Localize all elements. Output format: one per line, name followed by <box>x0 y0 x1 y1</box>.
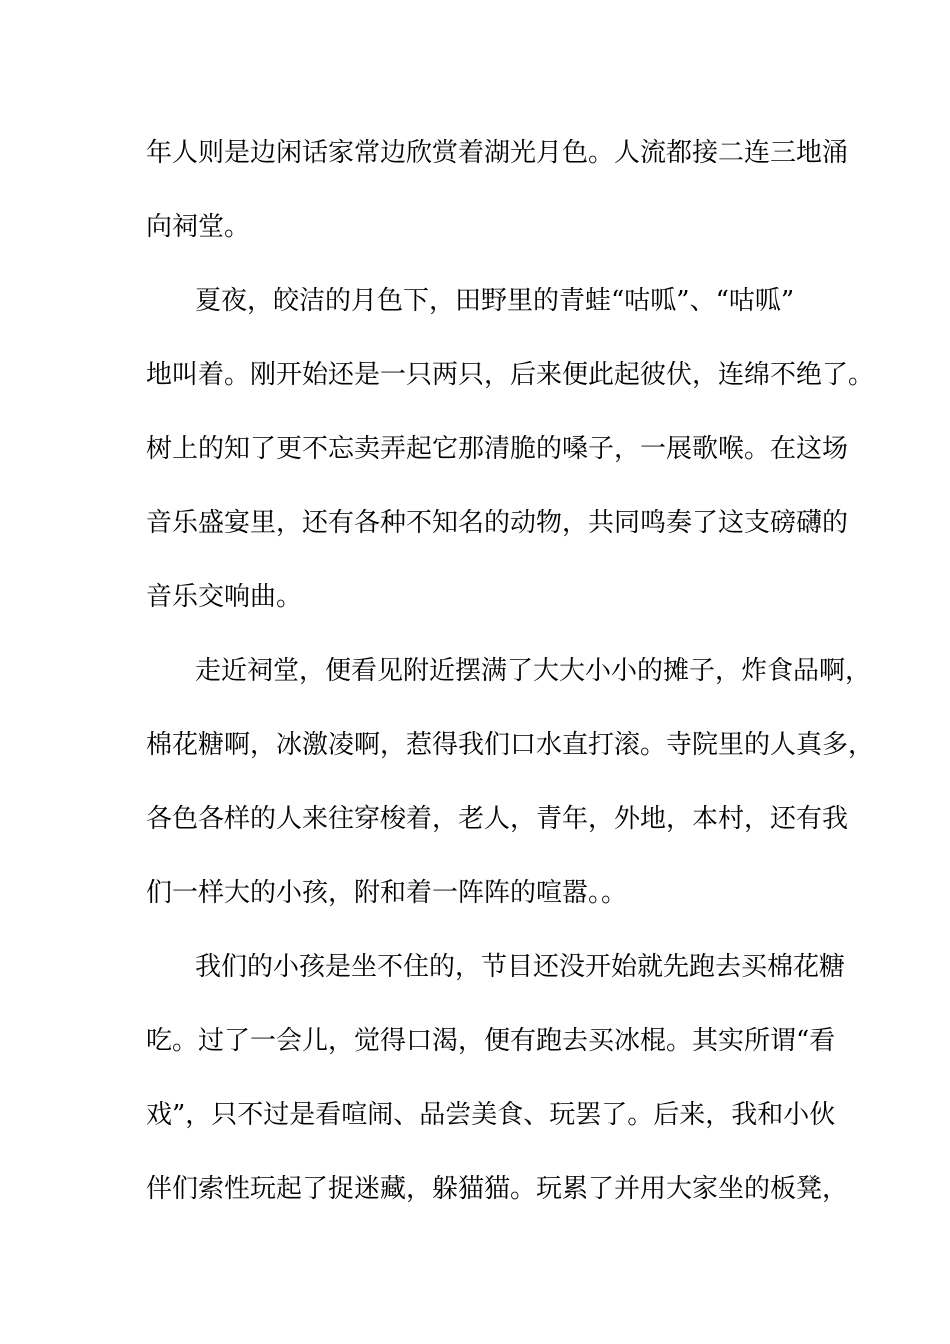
text-line: 音乐交响曲。 <box>146 582 303 612</box>
text-line: 年人则是边闲话家常边欣赏着湖光月色。人流都接二连三地涌 <box>146 138 849 168</box>
text-line: 棉花糖啊，冰激凌啊，惹得我们口水直打滚。寺院里的人真多， <box>146 730 875 760</box>
text-line: 戏”，只不过是看喧闹、品尝美食、玩罢了。后来，我和小伙 <box>146 1100 836 1130</box>
paragraph-first-line: 走近祠堂，便看见附近摆满了大大小小的摊子，炸食品啊， <box>195 656 872 686</box>
text-line: 树上的知了更不忘卖弄起它那清脆的嗓子，一展歌喉。在这场 <box>146 434 849 464</box>
text-line: 们一样大的小孩，附和着一阵阵的喧嚣。。 <box>146 878 628 908</box>
text-line: 向祠堂。 <box>146 212 251 242</box>
text-line: 各色各样的人来往穿梭着，老人，青年，外地，本村，还有我 <box>146 804 849 834</box>
paragraph-first-line: 我们的小孩是坐不住的，节目还没开始就先跑去买棉花糖 <box>195 952 846 982</box>
text-line: 音乐盛宴里，还有各种不知名的动物，共同鸣奏了这支磅礴的 <box>146 508 849 538</box>
text-line: 伴们索性玩起了捉迷藏，躲猫猫。玩累了并用大家坐的板凳， <box>146 1174 849 1204</box>
paragraph-first-line: 夏夜，皎洁的月色下，田野里的青蛙“咕呱”、“咕呱” <box>195 286 795 316</box>
text-line: 吃。过了一会儿，觉得口渴，便有跑去买冰棍。其实所谓“看 <box>146 1026 836 1056</box>
text-line: 地叫着。刚开始还是一只两只，后来便此起彼伏，连绵不绝了。 <box>146 360 875 390</box>
